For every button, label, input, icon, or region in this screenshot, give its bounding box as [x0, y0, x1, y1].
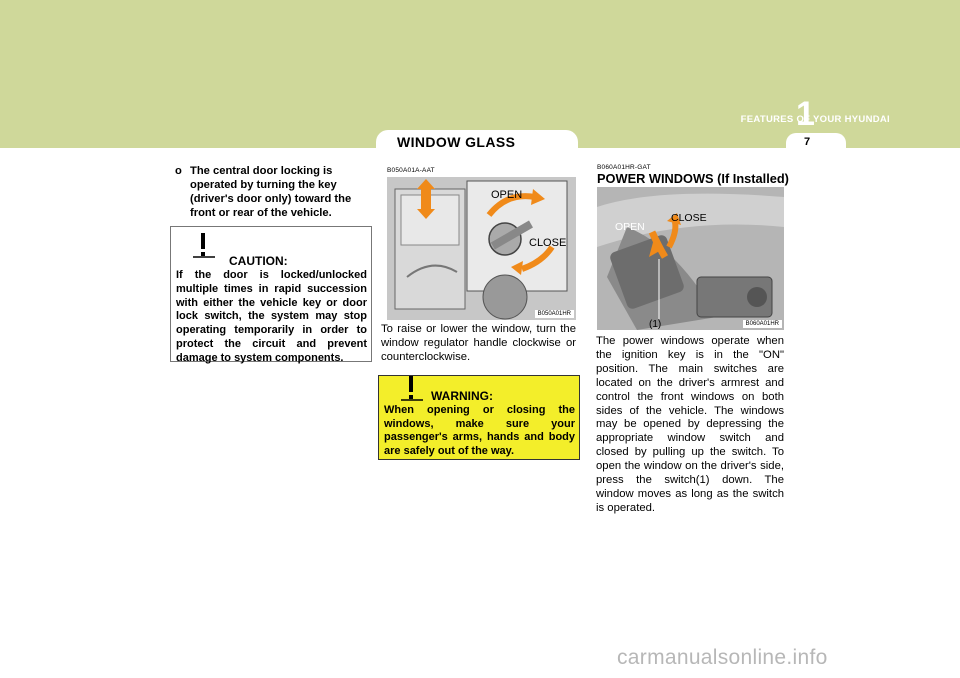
power-windows-title: POWER WINDOWS (If Installed)	[597, 171, 789, 186]
warning-title: WARNING:	[431, 389, 493, 403]
window-regulator-figure	[387, 177, 576, 320]
exclamation-triangle-icon	[189, 231, 217, 259]
warning-text: When opening or closing the windows, make sure your passenger's arms, hands and body are safely out of the way.	[384, 404, 575, 457]
power-windows-text: The power windows operate when the ignition key is in the "ON" position. The main switches are located on the driver's armrest and control the front windows on both sides of the vehicle. The windows may be opened by depressing the appropriate window switch and closed by pulling up the switch. To open the window on the driver's side, press the switch(1) down. The window moves as long as the switch is operated.	[596, 335, 784, 514]
figure-code: B050A01HR	[535, 310, 574, 318]
bullet-item	[175, 164, 371, 220]
caution-box	[170, 226, 372, 362]
window-glass-text: To raise or lower the window, turn the window regulator handle clockwise or counterclockwise.	[381, 323, 576, 363]
exclamation-triangle-icon	[397, 374, 425, 402]
figure-code: B060A01HR	[743, 320, 782, 328]
caution-text: If the door is locked/unlocked multiple times in rapid succession with either the vehicle key or door lock switch, the system may stop operating temporarily in order to protect the circuit and prevent damage to system components.	[176, 269, 367, 364]
section-code: B050A01A-AAT	[387, 167, 435, 174]
power-window-figure	[597, 187, 784, 330]
warning-box	[378, 375, 580, 460]
bullet-text: The central door locking is operated by turning the key (driver's door only) toward the front or rear of the vehicle.	[190, 165, 352, 219]
section-title: WINDOW GLASS	[397, 134, 516, 150]
figure-label-open: OPEN	[615, 221, 645, 233]
section-code: B060A01HR-GAT	[597, 164, 651, 171]
figure-label-close: CLOSE	[671, 212, 707, 224]
page-number: 7	[803, 136, 811, 148]
caution-title: CAUTION:	[229, 254, 288, 268]
section-label: FEATURES OF YOUR HYUNDAI	[740, 114, 890, 125]
watermark: carmanualsonline.info	[617, 646, 828, 669]
header-band	[0, 0, 960, 148]
figure-label-close: CLOSE	[529, 237, 567, 249]
armrest-switch-illustration	[597, 187, 784, 330]
chapter-number: 1	[796, 95, 815, 133]
figure-label-switch: (1)	[649, 319, 662, 330]
figure-label-open: OPEN	[491, 189, 523, 201]
bullet-mark: o	[175, 165, 182, 177]
